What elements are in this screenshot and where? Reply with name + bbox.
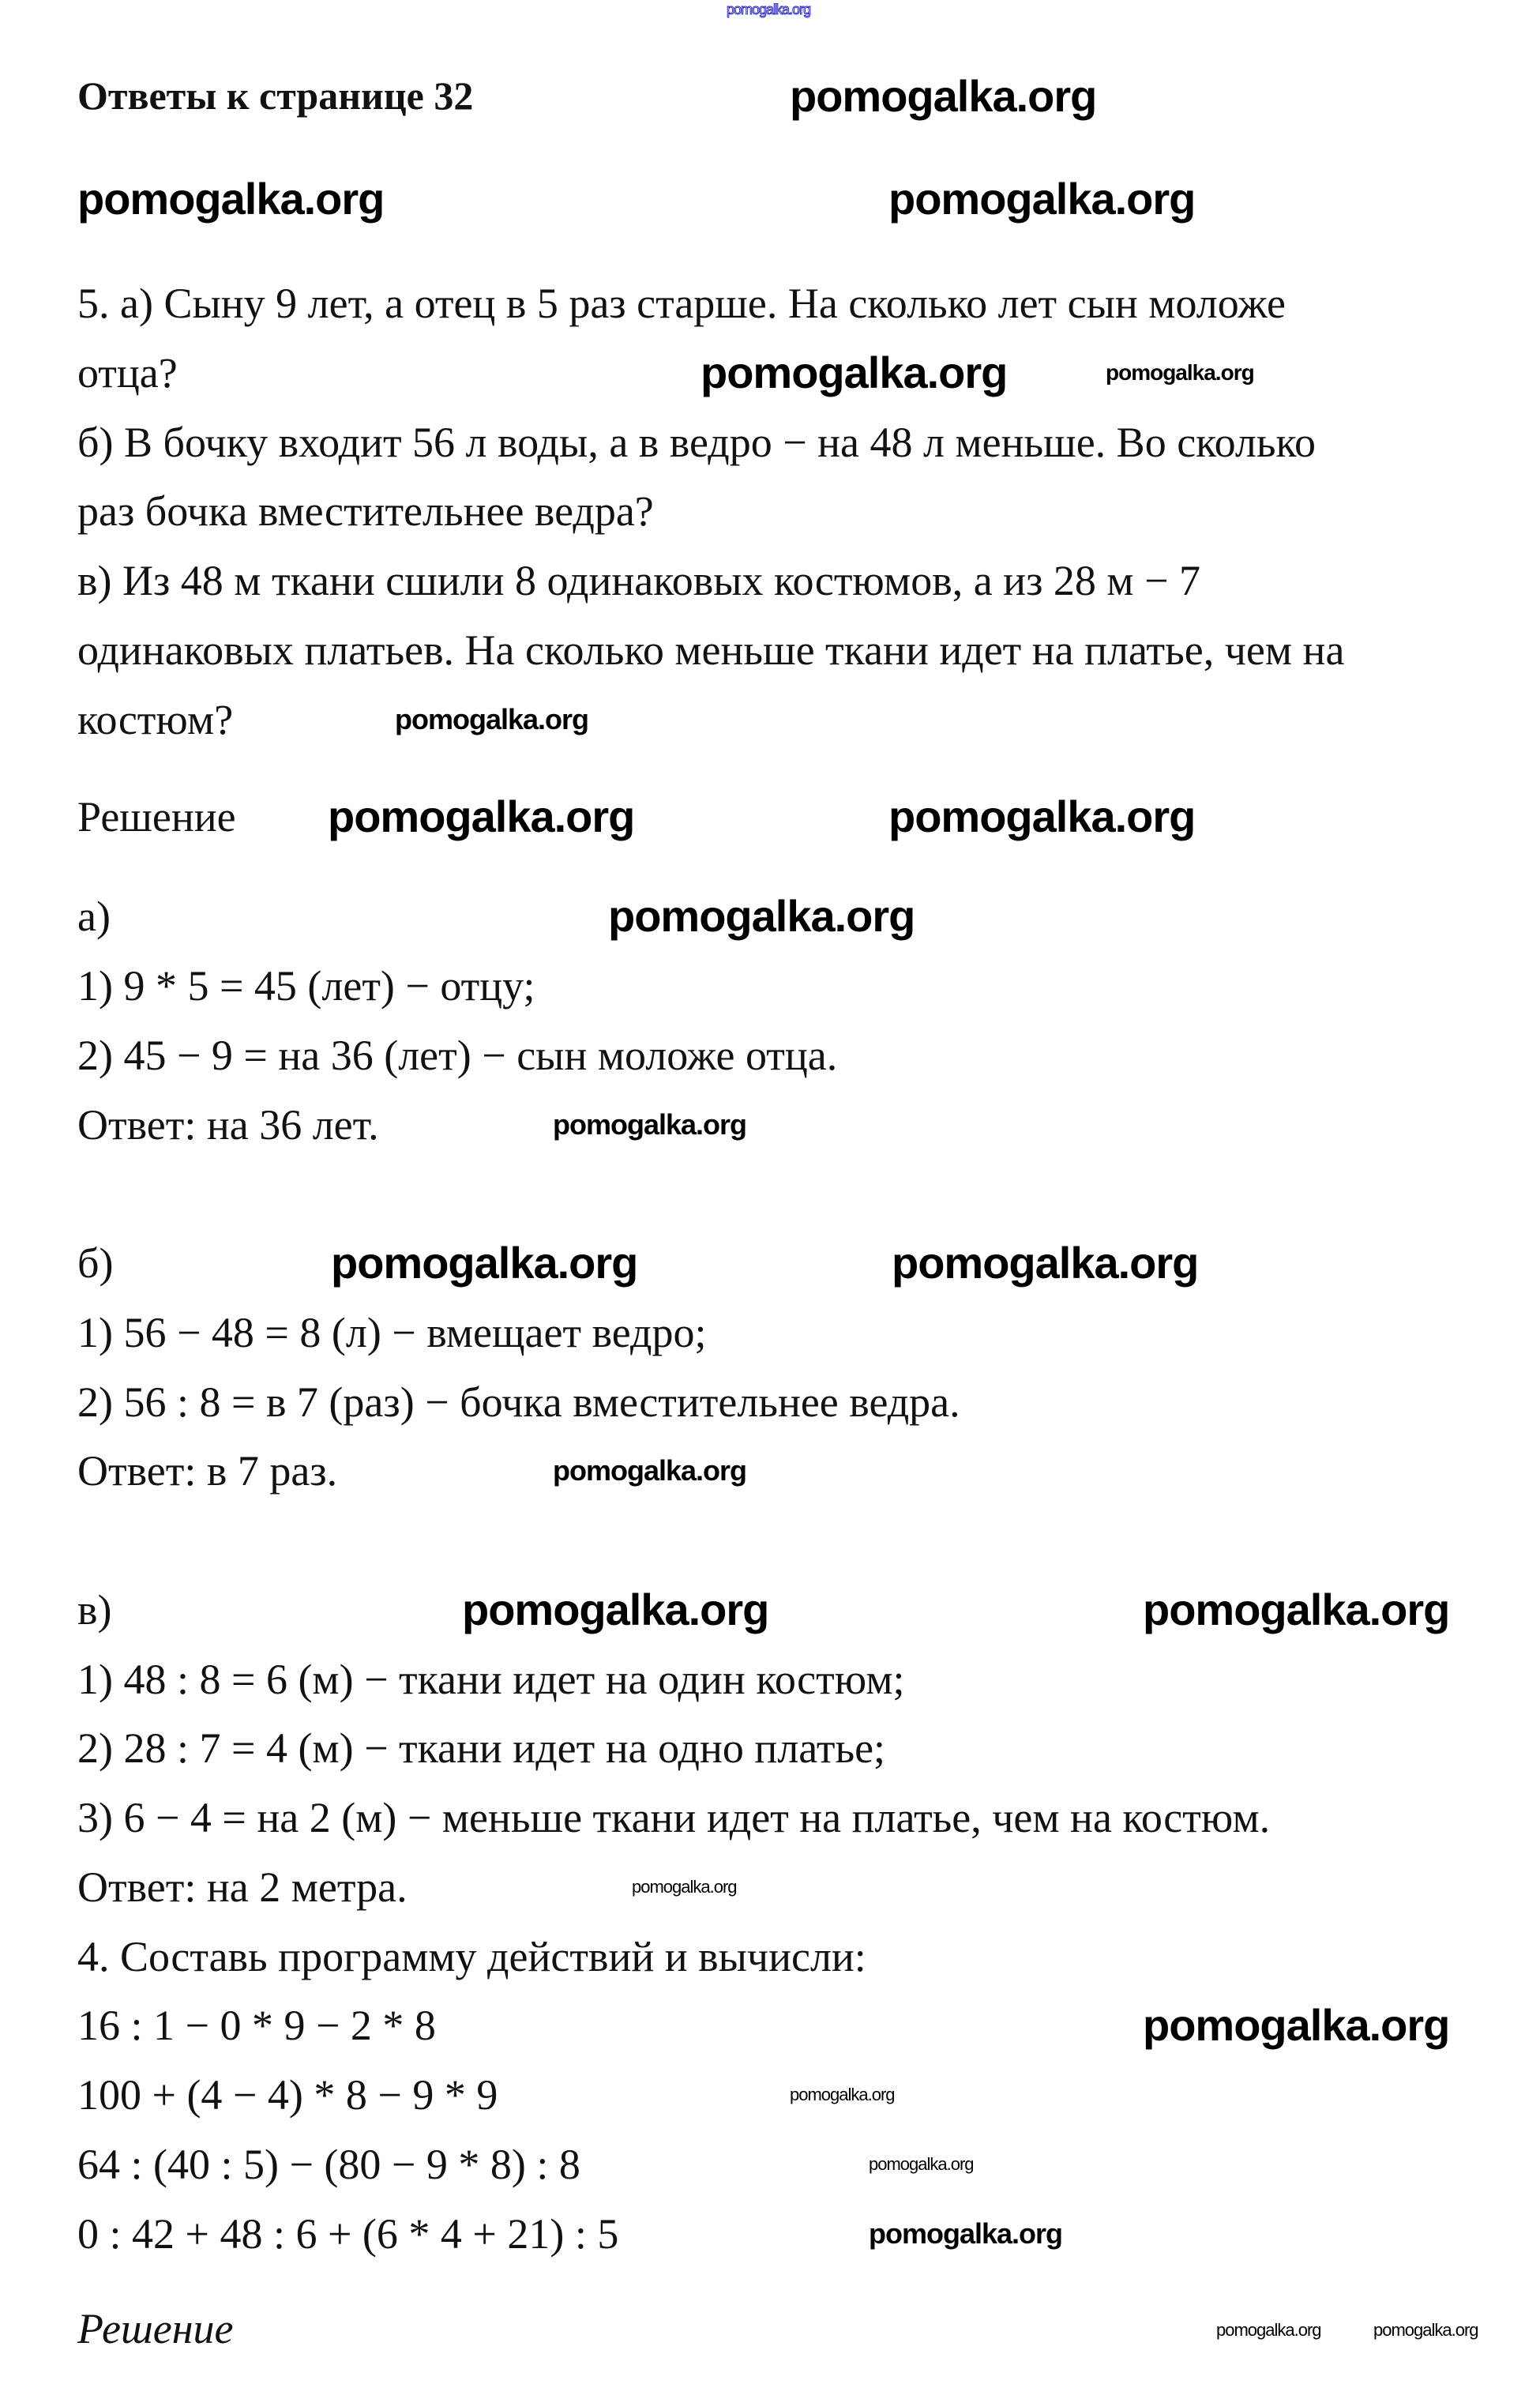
- task-line: 5. а) Сыну 9 лет, а отец в 5 раз старше. На сколько лет сын моложе: [77, 280, 1286, 327]
- watermark: pomogalka.org: [395, 703, 589, 735]
- page-title: Ответы к странице 32: [77, 73, 474, 118]
- part-label: в): [77, 1586, 112, 1634]
- task-line: раз бочка вместительнее ведра?: [77, 487, 654, 535]
- expression: 100 + (4 − 4) * 8 − 9 * 9: [77, 2071, 498, 2119]
- watermark: pomogalka.org: [892, 1238, 1199, 1288]
- solution-heading: Решение: [77, 793, 236, 840]
- part-label: б): [77, 1239, 114, 1287]
- solution-step: 2) 56 : 8 = в 7 (раз) − бочка вместительнее ведра.: [77, 1378, 960, 1426]
- watermark: pomogalka.org: [1143, 1585, 1450, 1634]
- watermark: pomogalka.org: [790, 71, 1097, 121]
- task-line: костюм?: [77, 696, 234, 743]
- task-line: отца?: [77, 349, 178, 397]
- answer: Ответ: в 7 раз.: [77, 1447, 338, 1495]
- watermark: pomogalka.org: [462, 1585, 769, 1634]
- task4-heading: 4. Составь программу действий и вычисли:: [77, 1933, 866, 1980]
- task-line: в) Из 48 м ткани сшили 8 одинаковых костюмов, а из 28 м − 7: [77, 557, 1201, 604]
- solution-step: 1) 56 − 48 = 8 (л) − вмещает ведро;: [77, 1309, 707, 1356]
- watermark: pomogalka.org: [1143, 2000, 1450, 2050]
- answer: Ответ: на 36 лет.: [77, 1101, 379, 1149]
- watermark: pomogalka.org: [632, 1877, 737, 1897]
- expression: 16 : 1 − 0 * 9 − 2 * 8: [77, 2002, 436, 2049]
- solution-step: 1) 9 * 5 = 45 (лет) − отцу;: [77, 962, 535, 1010]
- watermark: pomogalka.org: [553, 1108, 747, 1141]
- watermark: pomogalka.org: [553, 1454, 747, 1487]
- solution-heading-italic: Решение: [77, 2305, 234, 2352]
- solution-step: 2) 45 − 9 = на 36 (лет) − сын моложе отца.: [77, 1032, 838, 1079]
- watermark: pomogalka.org: [608, 891, 915, 941]
- expression: 64 : (40 : 5) − (80 − 9 * 8) : 8: [77, 2141, 580, 2188]
- watermark: pomogalka.org: [1216, 2320, 1321, 2340]
- answer: Ответ: на 2 метра.: [77, 1863, 408, 1911]
- watermark: pomogalka.org: [1373, 2320, 1478, 2340]
- solution-step: 3) 6 − 4 = на 2 (м) − меньше ткани идет на платье, чем на костюм.: [77, 1794, 1271, 1841]
- watermark: pomogalka.org: [869, 2217, 1063, 2250]
- watermark: pomogalka.org: [869, 2154, 974, 2174]
- solution-step: 2) 28 : 7 = 4 (м) − ткани идет на одно платье;: [77, 1724, 886, 1772]
- watermark: pomogalka.org: [888, 792, 1196, 841]
- solution-step: 1) 48 : 8 = 6 (м) − ткани идет на один костюм;: [77, 1656, 905, 1703]
- watermark: pomogalka.org: [331, 1238, 638, 1288]
- watermark: pomogalka.org: [77, 174, 385, 224]
- part-label: а): [77, 893, 111, 940]
- watermark: pomogalka.org: [701, 348, 1008, 397]
- watermark: pomogalka.org: [790, 2085, 895, 2104]
- watermark: pomogalka.org: [888, 174, 1196, 224]
- task-line: б) В бочку входит 56 л воды, а в ведро − на 48 л меньше. Во сколько: [77, 419, 1317, 466]
- watermark-top: pomogalka.org: [727, 2, 811, 17]
- watermark: pomogalka.org: [1106, 360, 1254, 385]
- task-line: одинаковых платьев. На сколько меньше ткани идет на платье, чем на: [77, 626, 1345, 674]
- expression: 0 : 42 + 48 : 6 + (6 * 4 + 21) : 5: [77, 2210, 619, 2258]
- watermark: pomogalka.org: [328, 792, 635, 841]
